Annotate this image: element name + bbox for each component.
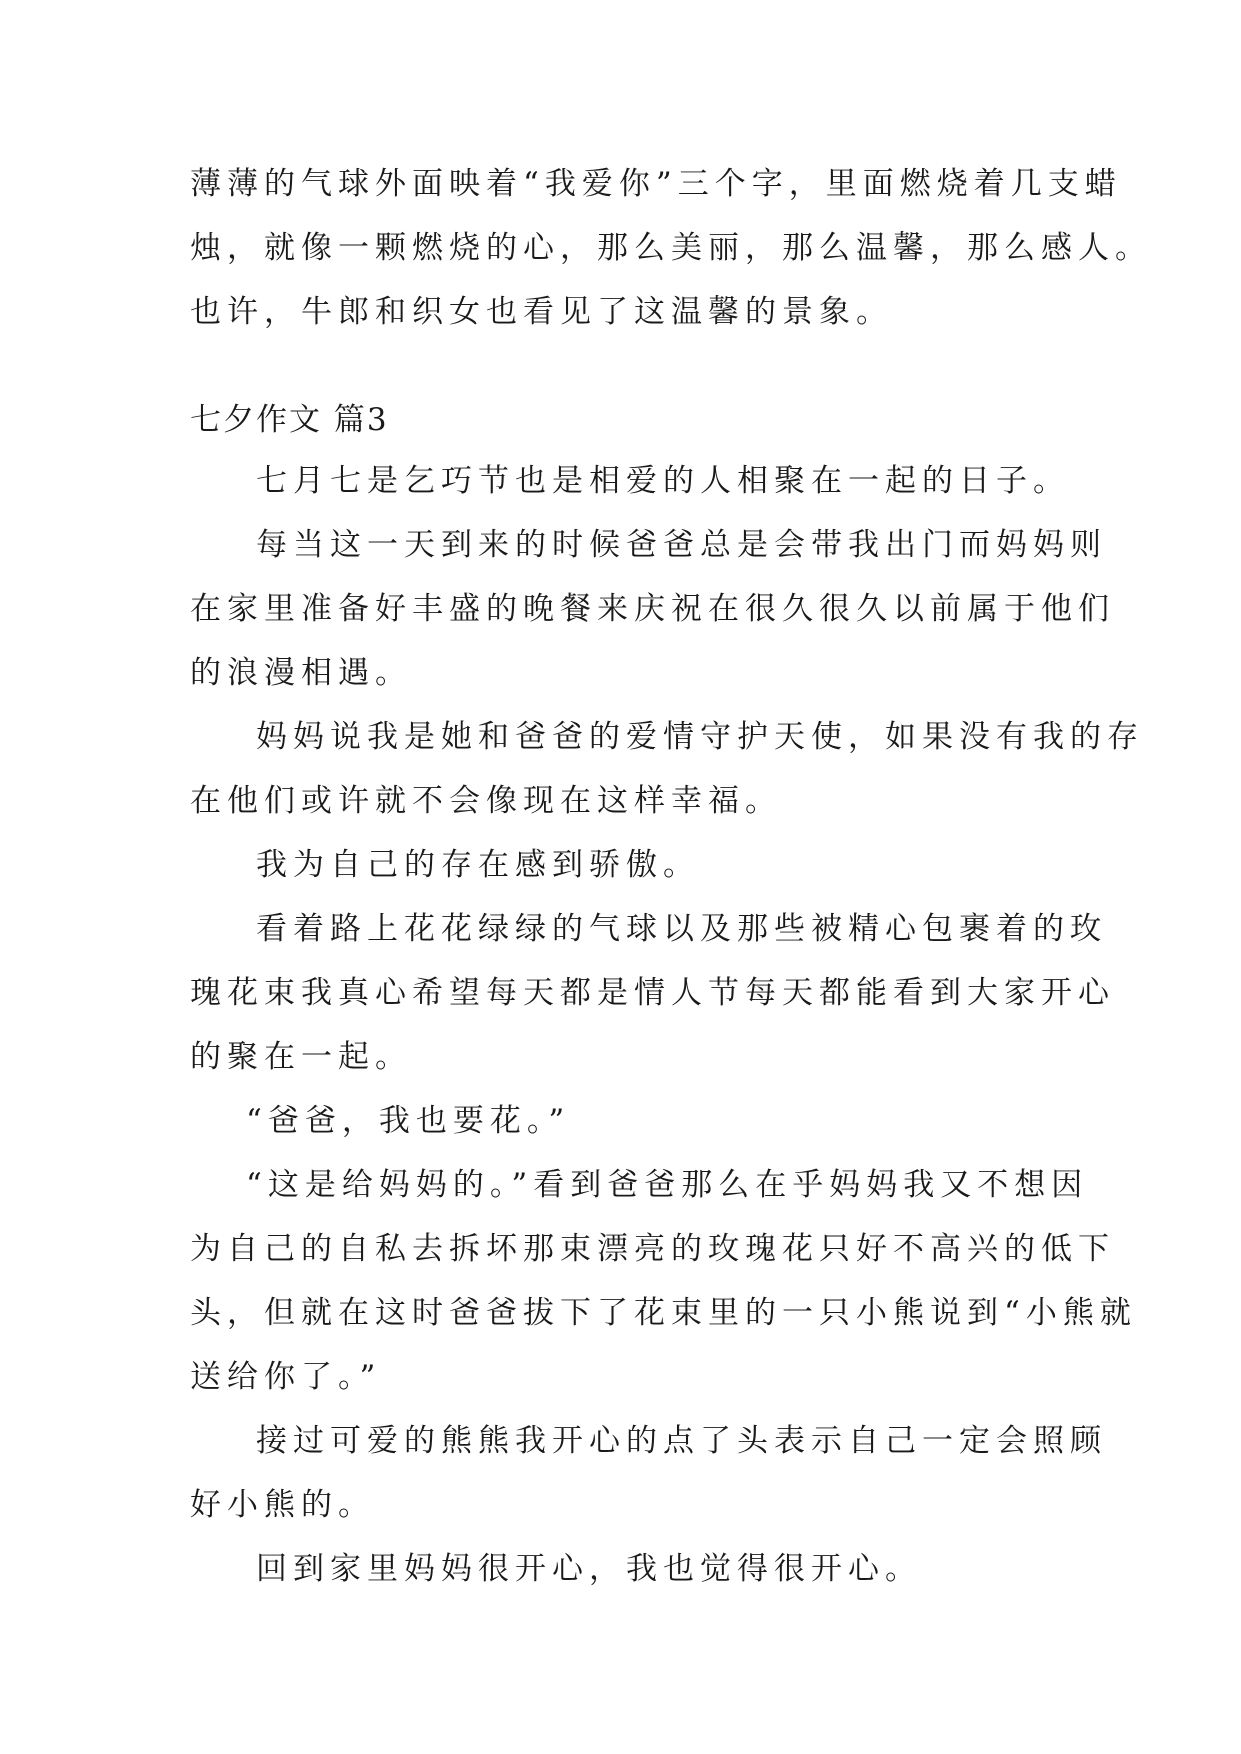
text-line: 好小熊的。 [190, 1487, 375, 1523]
text-line: “爸爸，我也要花。” [246, 1103, 571, 1139]
text-line: 妈妈说我是她和爸爸的爱情守护天使，如果没有我的存 [256, 719, 1144, 755]
text-line: “这是给妈妈的。”看到爸爸那么在乎妈妈我又不想因 [246, 1167, 1089, 1203]
text-line: 也许，牛郎和织女也看见了这温馨的景象。 [190, 294, 893, 330]
text-line: 的浪漫相遇。 [190, 655, 412, 691]
text-line: 每当这一天到来的时候爸爸总是会带我出门而妈妈则 [256, 527, 1107, 563]
text-line: 薄薄的气球外面映着“我爱你”三个字，里面燃烧着几支蜡 [190, 166, 1122, 202]
text-line: 回到家里妈妈很开心，我也觉得很开心。 [256, 1551, 922, 1587]
text-line: 瑰花束我真心希望每天都是情人节每天都能看到大家开心 [190, 975, 1115, 1011]
text-line: 烛，就像一颗燃烧的心，那么美丽，那么温馨，那么感人。 [190, 230, 1152, 266]
text-line: 我为自己的存在感到骄傲。 [256, 847, 700, 883]
text-line: 在他们或许就不会像现在这样幸福。 [190, 783, 782, 819]
text-line: 送给你了。” [190, 1359, 382, 1395]
section-heading: 七夕作文 篇3 [190, 402, 389, 438]
text-line: 的聚在一起。 [190, 1039, 412, 1075]
text-line: 七月七是乞巧节也是相爱的人相聚在一起的日子。 [256, 463, 1070, 499]
text-line: 在家里准备好丰盛的晚餐来庆祝在很久很久以前属于他们 [190, 591, 1115, 627]
text-line: 看着路上花花绿绿的气球以及那些被精心包裹着的玫 [256, 911, 1107, 947]
text-line: 为自己的自私去拆坏那束漂亮的玫瑰花只好不高兴的低下 [190, 1231, 1115, 1267]
text-line: 头，但就在这时爸爸拔下了花束里的一只小熊说到“小熊就 [190, 1295, 1137, 1331]
text-line: 接过可爱的熊熊我开心的点了头表示自己一定会照顾 [256, 1423, 1107, 1459]
